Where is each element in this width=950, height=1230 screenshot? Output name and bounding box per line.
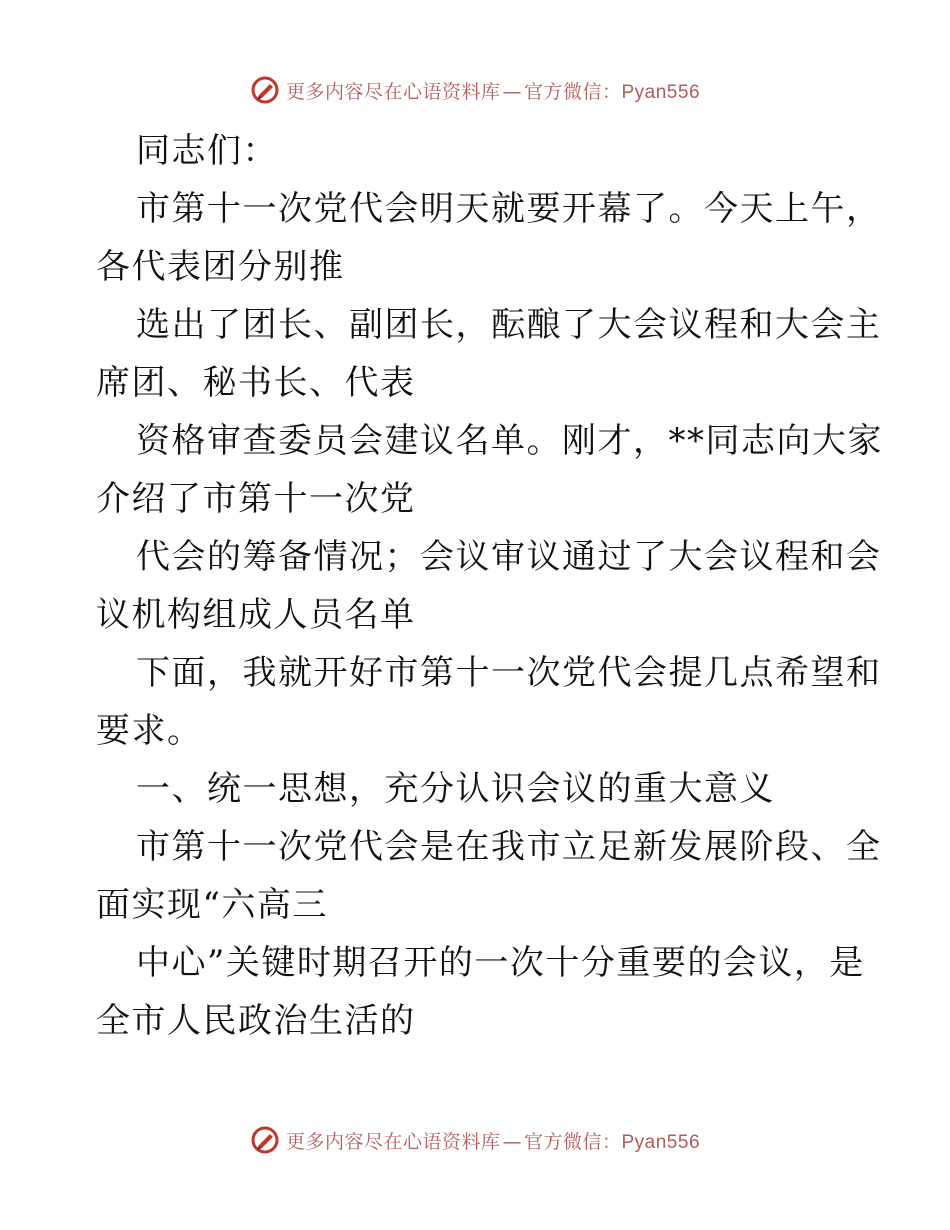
banner-separator: — <box>502 1130 522 1153</box>
text-line: 市第十一次党代会是在我市立足新发展阶段、全 <box>136 827 882 867</box>
banner-wechat-label: 官方微信： <box>523 80 622 103</box>
banner-text <box>286 1127 700 1154</box>
pen-logo-icon <box>250 1125 280 1155</box>
text-line: 面实现“六高三 <box>96 885 328 925</box>
banner-wechat-label: 官方微信： <box>523 1130 622 1153</box>
banner-brand: 更多内容尽在心语资料库 <box>285 1130 501 1153</box>
text-line: 市第十一次党代会明天就要开幕了。今天上午， <box>136 189 882 229</box>
banner-brand: 更多内容尽在心语资料库 <box>285 80 501 103</box>
text-line: 议机构组成人员名单 <box>96 595 416 635</box>
text-line: 要求。 <box>96 711 203 751</box>
banner-wechat-id: Pyan556 <box>621 81 701 103</box>
text-line: 席团、秘书长、代表 <box>96 363 416 403</box>
pen-logo-icon <box>250 75 280 105</box>
text-line: 同志们： <box>136 131 278 171</box>
banner-text <box>286 77 700 104</box>
text-line: 下面，我就开好市第十一次党代会提几点希望和 <box>136 653 882 693</box>
text-line: 中心”关键时期召开的一次十分重要的会议，是 <box>136 943 865 983</box>
document-body <box>96 122 883 1050</box>
text-line: 各代表团分别推 <box>96 247 345 287</box>
text-line: 代会的筹备情况；会议审议通过了大会议程和会 <box>136 537 882 577</box>
text-line: 资格审查委员会建议名单。刚才，**同志向大家 <box>136 421 883 461</box>
header-banner <box>0 70 950 110</box>
footer-banner <box>0 1120 950 1160</box>
text-line: 选出了团长、副团长，酝酿了大会议程和大会主 <box>136 305 882 345</box>
text-line: 一、统一思想，充分认识会议的重大意义 <box>136 769 775 809</box>
banner-wechat-id: Pyan556 <box>621 1131 701 1153</box>
text-line: 介绍了市第十一次党 <box>96 479 416 519</box>
banner-separator: — <box>502 80 522 103</box>
text-line: 全市人民政治生活的 <box>96 1001 416 1041</box>
